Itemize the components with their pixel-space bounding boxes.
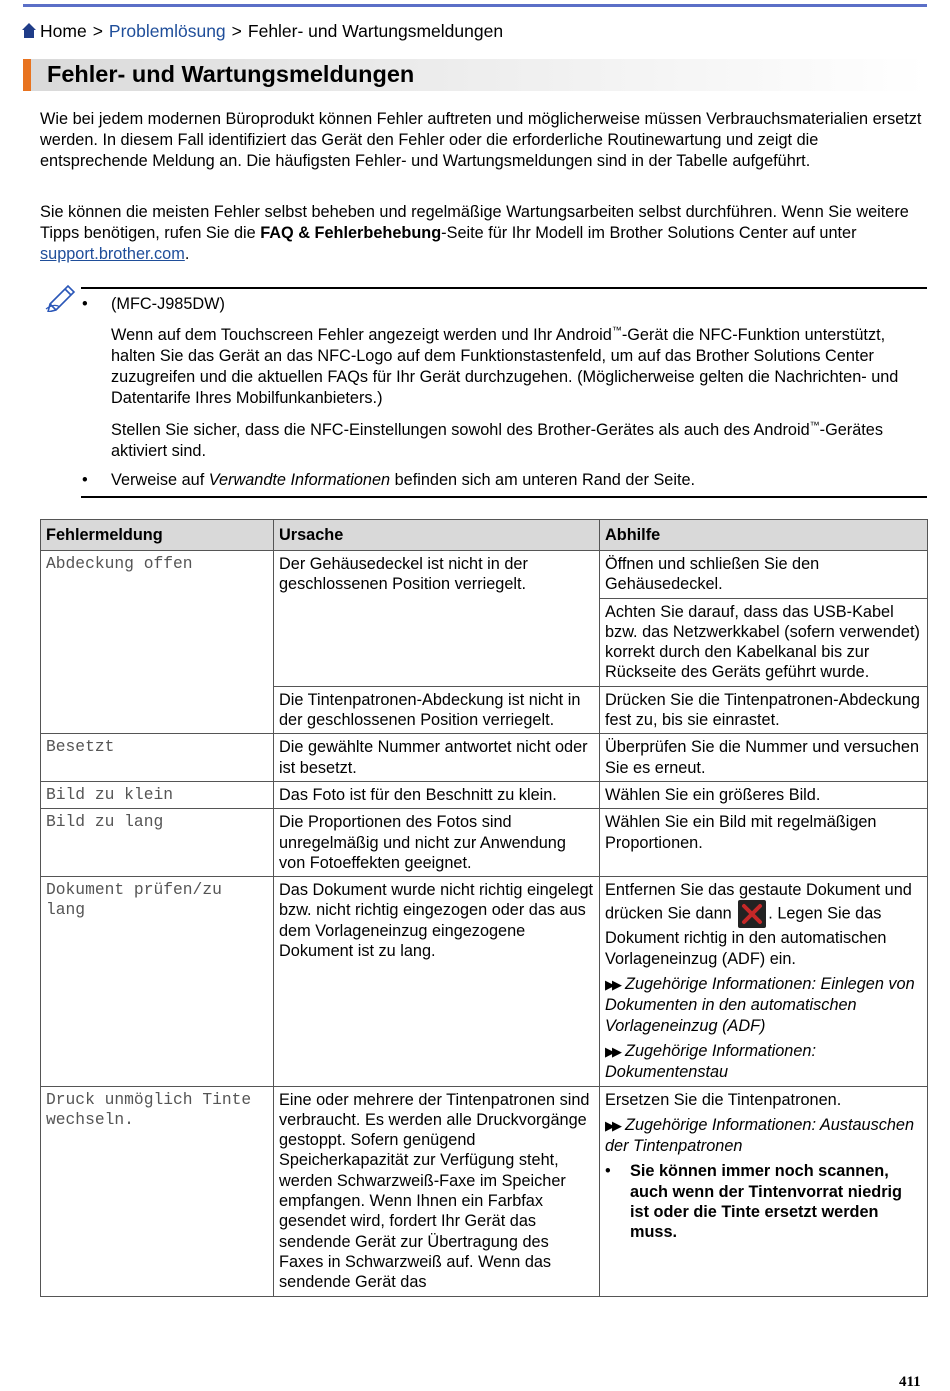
remedy-text-part: . Legen Sie das Dokument richtig in den automatischen Vorlageneinzug (ADF) ein.: [605, 904, 887, 968]
remedy-cell: Drücken Sie die Tintenpatronen-Abdeckung fest zu, bis sie einrastet.: [600, 686, 928, 734]
intro-text: .: [184, 245, 190, 263]
trademark: ™: [809, 420, 820, 432]
cause-cell: Die Proportionen des Fotos sind unregelmäßig und nicht zur Anwendung von Fotoeffekten geeignet.: [274, 809, 600, 877]
remedy-cell: Überprüfen Sie die Nummer und versuchen Sie es erneut.: [600, 734, 928, 782]
pencil-icon: [44, 282, 78, 312]
table-row: [41, 809, 928, 877]
title-accent: [23, 59, 31, 91]
error-message: Bild zu klein: [41, 781, 274, 808]
remedy-cell: Achten Sie darauf, dass das USB-Kabel bzw. das Netzwerkkabel (sofern verwendet) korrekt durch den Kabelkanal bis zur Rückseite des Geräts geführt wurde.: [600, 598, 928, 686]
top-rule: [23, 4, 927, 7]
remedy-bullet-text: Sie können immer noch scannen, auch wenn der Tintenvorrat niedrig ist oder die Tinte ersetzt werden muss.: [630, 1162, 903, 1242]
related-info-target: : Austauschen der Tintenpatronen: [605, 1115, 915, 1156]
related-info-label: Zugehörige Informationen: [625, 975, 812, 994]
breadcrumb-problemloesung-link[interactable]: Problemlösung: [108, 21, 226, 41]
cause-cell: Der Gehäusedeckel ist nicht in der geschlossenen Position verriegelt.: [274, 551, 600, 687]
intro-text: -Seite für Ihr Modell im Brother Solutions Center auf unter: [441, 224, 857, 242]
error-message: Besetzt: [41, 734, 274, 782]
cause-cell: Die Tintenpatronen-Abdeckung ist nicht in der geschlossenen Position verriegelt.: [274, 686, 600, 734]
support-link[interactable]: support.brother.com: [40, 245, 185, 263]
remedy-text: [605, 880, 922, 969]
related-info-link[interactable]: [605, 1041, 922, 1083]
page-title-bar: [23, 59, 927, 91]
note-bullet: •: [82, 295, 88, 313]
trademark: ™: [611, 325, 622, 337]
remedy-cell: [600, 1086, 928, 1296]
bullet-glyph: •: [605, 1162, 611, 1181]
double-chevron-icon: ▶▶: [605, 977, 619, 993]
cause-cell: Das Foto ist für den Beschnitt zu klein.: [274, 781, 600, 808]
breadcrumb-separator: >: [92, 21, 103, 41]
error-message: Abdeckung offen: [41, 551, 274, 734]
cause-cell: Die gewählte Nummer antwortet nicht oder ist besetzt.: [274, 734, 600, 782]
home-icon: [22, 23, 36, 38]
double-chevron-icon: ▶▶: [605, 1043, 619, 1059]
note-paragraph-1: [111, 325, 921, 409]
header-ursache: Ursache: [274, 520, 600, 551]
related-info-target: : Einlegen von Dokumenten in den automatischen Vorlageneinzug (ADF): [605, 975, 915, 1035]
note-bullet: •: [82, 471, 88, 489]
note-text: -Gerät die NFC-Funktion unterstützt, halten Sie das Gerät an das NFC-Logo auf dem Funktionstastenfeld, um auf das Brother Solutions Center zuzugreifen und die aktuellen FAQs für Ihr Gerät durchzugehen. (Möglicherweise gelten die Nachrichten- und Datentarife Ihres Mobilfunkanbieters.): [111, 326, 899, 407]
intro-text: Sie können die meisten Fehler selbst beheben und regelmäßige Wartungsarbeiten selbst durchführen. Wenn Sie weitere Tipps benötigen, rufen Sie die: [40, 203, 909, 242]
remedy-cell: Öffnen und schließen Sie den Gehäusedeckel.: [600, 551, 928, 599]
intro-paragraph-1: Wie bei jedem modernen Büroprodukt können Fehler auftreten und möglicherweise müssen Verbrauchsmaterialien ersetzt werden. In diesem Fall identifiziert das Gerät den Fehler oder die erforderliche Routinewartung und zeigt die entsprechende Meldung an. Die häufigsten Fehler- und Wartungsmeldungen sind in der Tabelle aufgeführt.: [40, 110, 922, 170]
page-number: 411: [899, 1374, 921, 1390]
table-row: [41, 551, 928, 599]
note-text: Stellen Sie sicher, dass die NFC-Einstellungen sowohl des Brother-Gerätes als auch des Android: [111, 421, 810, 439]
remedy-cell: [600, 877, 928, 1086]
note-model: (MFC-J985DW): [111, 295, 225, 313]
cause-cell: Das Dokument wurde nicht richtig eingelegt bzw. nicht richtig eingezogen oder das aus dem Vorlageneinzug eingezogene Dokument ist zu lang.: [274, 877, 600, 1086]
remedy-text-part: Entfernen Sie das gestaute Dokument und drücken Sie dann: [605, 881, 912, 923]
table-row: [41, 1086, 928, 1296]
header-fehlermeldung: Fehlermeldung: [41, 520, 274, 551]
intro-paragraph-2: [40, 202, 930, 265]
table-row: [41, 734, 928, 782]
related-info-reference: Verwandte Informationen: [208, 471, 391, 489]
related-info-link[interactable]: [605, 974, 922, 1036]
page-title: Fehler- und Wartungsmeldungen: [47, 61, 415, 87]
note-text: befinden sich am unteren Rand der Seite.: [390, 471, 696, 489]
table-row: [41, 781, 928, 808]
stop-x-icon: [738, 900, 766, 928]
remedy-text: Ersetzen Sie die Tintenpatronen.: [605, 1090, 842, 1109]
breadcrumb-separator: >: [231, 21, 242, 41]
breadcrumb: [22, 21, 503, 42]
remedy-cell: Wählen Sie ein Bild mit regelmäßigen Proportionen.: [600, 809, 928, 877]
error-message: Dokument prüfen/zu lang: [41, 877, 274, 1086]
related-info-label: Zugehörige Informationen: [625, 1041, 812, 1060]
cause-cell: Eine oder mehrere der Tintenpatronen sind verbraucht. Es werden alle Druckvorgänge gestoppt. Sofern genügend Speicherkapazität zur Verfügung steht, werden Schwarzweiß-Faxe im Speicher empfangen. Wenn Ihnen ein Farbfax gesendet wird, fordert Ihr Gerät das sendende Gerät zur Übertragung des Faxes in Schwarzweiß auf. Wenn das sendende Gerät das: [274, 1086, 600, 1296]
header-abhilfe: Abhilfe: [600, 520, 928, 551]
note-text: Wenn auf dem Touchscreen Fehler angezeigt werden und Ihr Android: [111, 326, 612, 344]
error-message: Bild zu lang: [41, 809, 274, 877]
remedy-cell: Wählen Sie ein größeres Bild.: [600, 781, 928, 808]
related-info-target: : Dokumentenstau: [605, 1041, 816, 1082]
table-header-row: [41, 520, 928, 551]
remedy-bullet: [605, 1161, 922, 1242]
related-info-label: Zugehörige Informationen: [625, 1115, 812, 1134]
breadcrumb-home[interactable]: Home: [40, 21, 87, 41]
note-paragraph-3: [111, 470, 921, 491]
note-top-rule: [81, 287, 927, 289]
note-text: Verweise auf: [111, 471, 209, 489]
double-chevron-icon: ▶▶: [605, 1117, 619, 1133]
related-info-link[interactable]: [605, 1115, 922, 1157]
faq-label: FAQ & Fehlerbehebung: [260, 224, 442, 242]
table-row: [41, 877, 928, 1086]
breadcrumb-current: Fehler- und Wartungsmeldungen: [247, 21, 504, 41]
note-text: -Gerätes aktiviert sind.: [111, 421, 883, 460]
note-bottom-rule: [81, 496, 927, 498]
error-message: Druck unmöglich Tinte wechseln.: [41, 1086, 274, 1296]
note-paragraph-2: [111, 420, 921, 462]
error-table: [40, 519, 928, 1297]
